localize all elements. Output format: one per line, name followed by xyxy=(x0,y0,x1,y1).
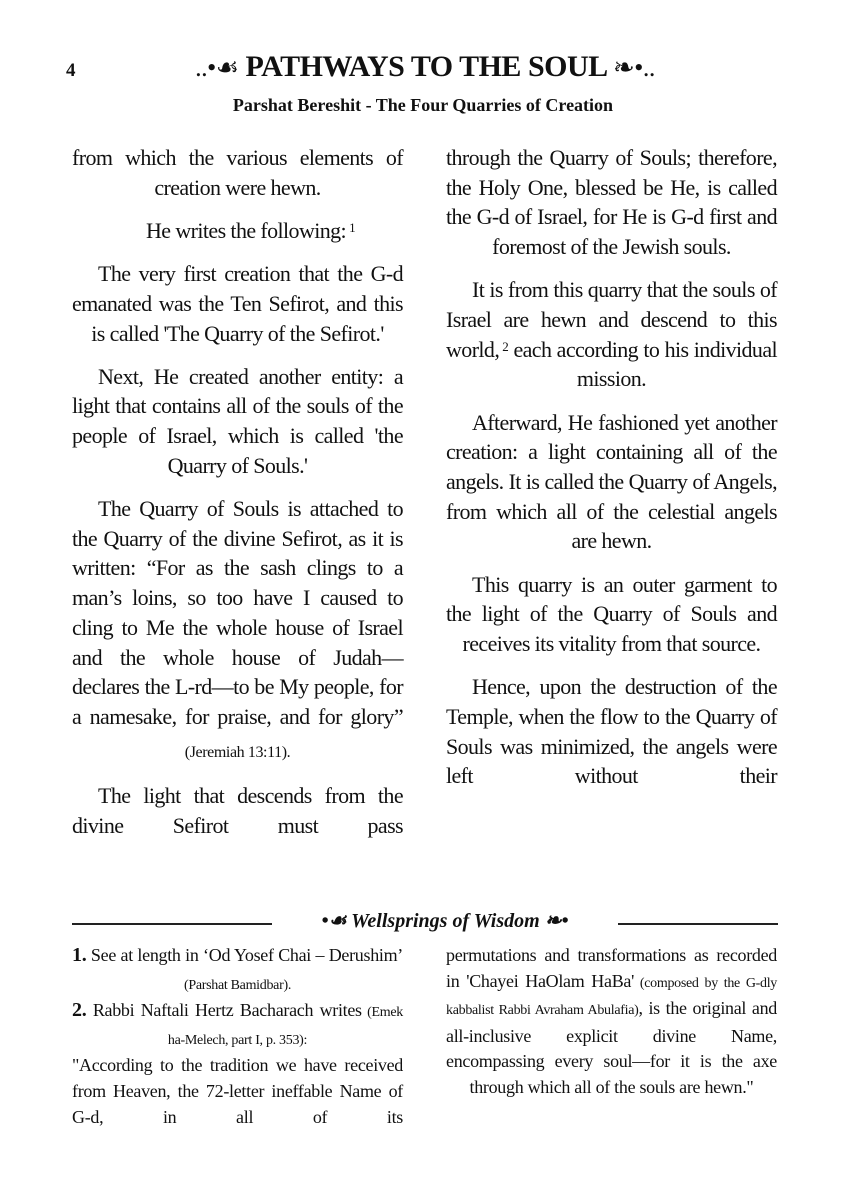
paragraph-text: It is from this quarry that the souls of Israel are hewn and descend to this world, xyxy=(446,277,777,362)
chapter-subtitle: Parshat Bereshit - The Four Quarries of Creation xyxy=(232,95,614,115)
paragraph: Hence, upon the destruction of the Temple, when the flow to the Quarry of Souls was minimized, the angels were left without their xyxy=(446,674,777,789)
footnote-quote xyxy=(446,943,777,1101)
footnote-2 xyxy=(72,998,403,1053)
footnote-quote: "According to the tradition we have received from Heaven, the 72-letter ineffable Name of G-d, in all of its xyxy=(72,1055,403,1127)
divider-line xyxy=(72,923,272,925)
footnote-number: 2. xyxy=(72,999,87,1022)
footnote-1 xyxy=(72,943,403,998)
paragraph: through the Quarry of Souls; therefore, the Holy One, blessed be He, is called the G-d of Israel, for He is G-d first and foremost of the Jewish souls. xyxy=(446,145,777,260)
paragraph xyxy=(72,216,403,246)
paragraph: from which the various elements of creation were hewn. xyxy=(72,145,403,200)
footnotes-left-column xyxy=(72,943,403,1130)
paragraph xyxy=(446,275,777,394)
paragraph: The light that descends from the divine Sefirot must pass xyxy=(72,782,403,838)
paragraph-text: each according to his individual mission. xyxy=(508,336,777,392)
citation: (Jeremiah 13:11). xyxy=(184,743,291,761)
citation: (Parshat Bamidbar). xyxy=(183,977,292,993)
paragraph-text: The Quarry of Souls is attached to the Quarry of the divine Sefirot, as it is written: “For as the sash clings to a man’s loins, so too have I caused to cling to Me the whole house of Israel and the whole house of Judah—declares the L-rd—to be My people, for a namesake, for praise, and for glory” xyxy=(72,496,403,729)
footnotes-divider xyxy=(72,910,778,934)
citation: (Emek ha-Melech, part I, p. 353): xyxy=(167,1005,403,1048)
divider-line xyxy=(618,923,778,925)
paragraph: The very first creation that the G-d emanated was the Ten Sefirot, and this is called 'The Quarry of the Sefirot.' xyxy=(72,261,403,346)
book-title: PATHWAYS TO THE SOUL xyxy=(245,50,606,83)
footnotes-heading-text: Wellsprings of Wisdom xyxy=(351,910,540,932)
ornament-left-icon: •☙ xyxy=(321,910,347,932)
ornament-left-icon: ..•☙ xyxy=(195,53,239,82)
footnotes-heading xyxy=(272,908,618,933)
ornament-right-icon: ❧•.. xyxy=(612,53,655,82)
footnote-text: permutations and transformations as recorded in 'Chayei HaOlam HaBa' xyxy=(446,945,777,991)
footnote-text: See at length in ‘Od Yosef Chai – Derushim’ xyxy=(86,945,403,965)
running-title xyxy=(130,50,720,84)
paragraph: Next, He created another entity: a light that contains all of the souls of the people of Israel, which is called 'the Quarry of Souls.' xyxy=(72,363,403,478)
paragraph: Afterward, He fashioned yet another creation: a light containing all of the angels. It is called the Quarry of Angels, from which all of the celestial angels are hewn. xyxy=(446,409,777,554)
paragraph: This quarry is an outer garment to the light of the Quarry of Souls and receives its vitality from that source. xyxy=(446,571,777,657)
left-column xyxy=(72,143,403,854)
paragraph xyxy=(72,494,403,767)
citation: (composed by the G-dly kabbalist Rabbi Avraham Abulafia) xyxy=(446,975,777,1019)
right-column xyxy=(446,143,777,805)
footnote-text: Rabbi Naftali Hertz Bacharach writes xyxy=(86,1000,362,1021)
paragraph-text: He writes the following: xyxy=(146,217,347,243)
footnote-ref[interactable]: 2 xyxy=(502,338,509,354)
page-number: 4 xyxy=(66,60,76,81)
footnote-text: , is the original and all-inclusive explicit divine Name, encompassing every soul—for it is the axe through which all of the souls are hewn." xyxy=(446,998,777,1097)
footnotes-right-column xyxy=(446,943,777,1101)
ornament-right-icon: ❧• xyxy=(544,910,569,932)
footnote-number: 1. xyxy=(72,944,87,966)
footnote-ref[interactable]: 1 xyxy=(349,219,355,235)
